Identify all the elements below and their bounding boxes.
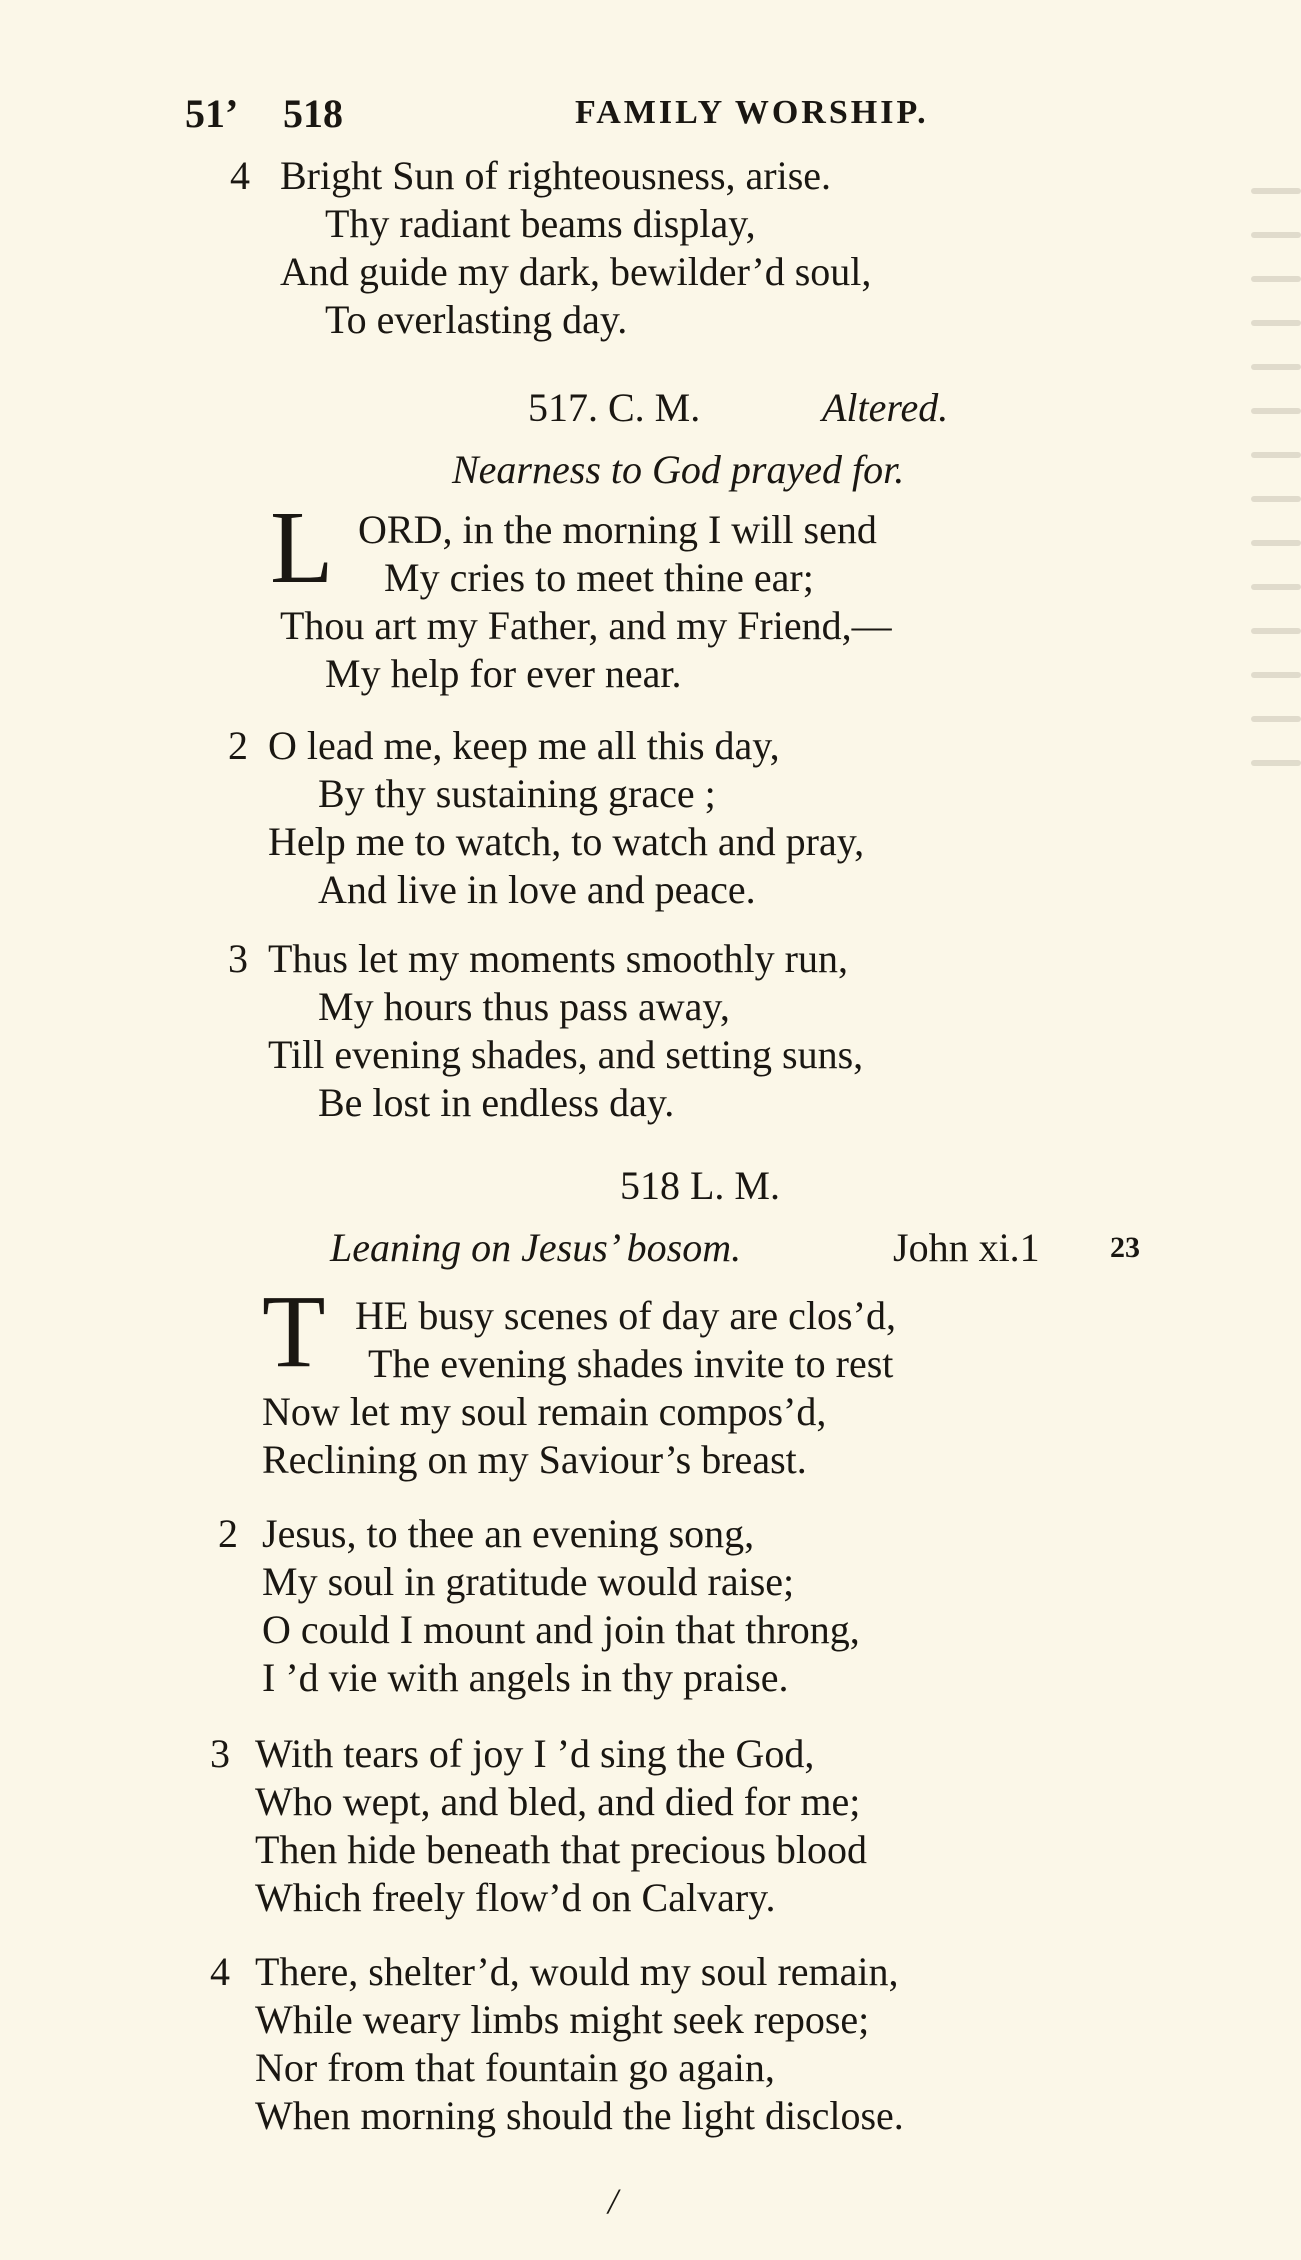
verse-line: Help me to watch, to watch and pray, [268,819,865,864]
verse-line: And live in love and peace. [318,867,756,912]
hymn-subtitle: Nearness to God prayed for. [452,447,905,492]
bleed-through-margin [1231,150,1301,1450]
hymn-number-meter: 518 L. M. [620,1163,780,1208]
verse-line: My help for ever near. [325,651,682,696]
verse-line: I ’d vie with angels in thy praise. [262,1655,789,1700]
verse-line: My cries to meet thine ear; [384,555,814,600]
verse-line: Thy radiant beams display, [325,201,756,246]
drop-cap: L [270,490,334,605]
verse-line: My hours thus pass away, [318,984,730,1029]
verse-line: Thou art my Father, and my Friend,— [280,603,892,648]
scripture-reference-tail: 23 [1110,1231,1140,1264]
stanza-number: 3 [210,1731,230,1776]
verse-line: The evening shades invite to rest [368,1341,894,1386]
stanza-number: 3 [228,936,248,981]
verse-line: With tears of joy I ’d sing the God, [255,1731,815,1776]
verse-line: O lead me, keep me all this day, [268,723,780,768]
verse-line: O could I mount and join that throng, [262,1607,860,1652]
verse-line: HE busy scenes of day are clos’d, [355,1293,896,1338]
hymn-subtitle: Leaning on Jesus’ bosom. [330,1225,742,1270]
verse-line: Jesus, to thee an evening song, [262,1511,755,1556]
verse-line: While weary limbs might seek repose; [255,1997,870,2042]
running-title: FAMILY WORSHIP. [575,94,929,131]
verse-line: There, shelter’d, would my soul remain, [255,1949,899,1994]
stanza-number: 4 [210,1949,230,1994]
page-number: 518 [283,91,343,136]
verse-line: And guide my dark, bewilder’d soul, [280,249,872,294]
verse-line: By thy sustaining grace ; [318,771,716,816]
verse-line: ORD, in the morning I will send [358,507,877,552]
verse-line: When morning should the light disclose. [255,2093,904,2138]
drop-cap: T [262,1274,326,1389]
stanza-number: 2 [218,1511,238,1556]
verse-line: My soul in gratitude would raise; [262,1559,795,1604]
scripture-reference: John xi.1 [893,1225,1040,1270]
stanza-number: 2 [228,723,248,768]
verse-line: Till evening shades, and setting suns, [268,1032,864,1077]
verse-line: Who wept, and bled, and died for me; [255,1779,861,1824]
verse-line: Be lost in endless day. [318,1080,675,1125]
page-number-left: 51ʼ [185,91,239,136]
hymn-number-meter: 517. C. M. [528,385,701,430]
verse-line: Nor from that fountain go again, [255,2045,775,2090]
stanza-number: 4 [230,153,250,198]
footer-mark: / [608,2181,619,2221]
verse-line: Bright Sun of righteousness, arise. [280,153,832,198]
page-header [185,90,1085,140]
verse-line: Then hide beneath that precious blood [255,1827,868,1872]
verse-line: Now let my soul remain compos’d, [262,1389,827,1434]
verse-line: Reclining on my Saviour’s breast. [262,1437,807,1482]
verse-line: Thus let my moments smoothly run, [268,936,848,981]
verse-line: Which freely flow’d on Calvary. [255,1875,776,1920]
verse-line: To everlasting day. [325,297,628,342]
hymn-tag: Altered. [822,385,949,430]
